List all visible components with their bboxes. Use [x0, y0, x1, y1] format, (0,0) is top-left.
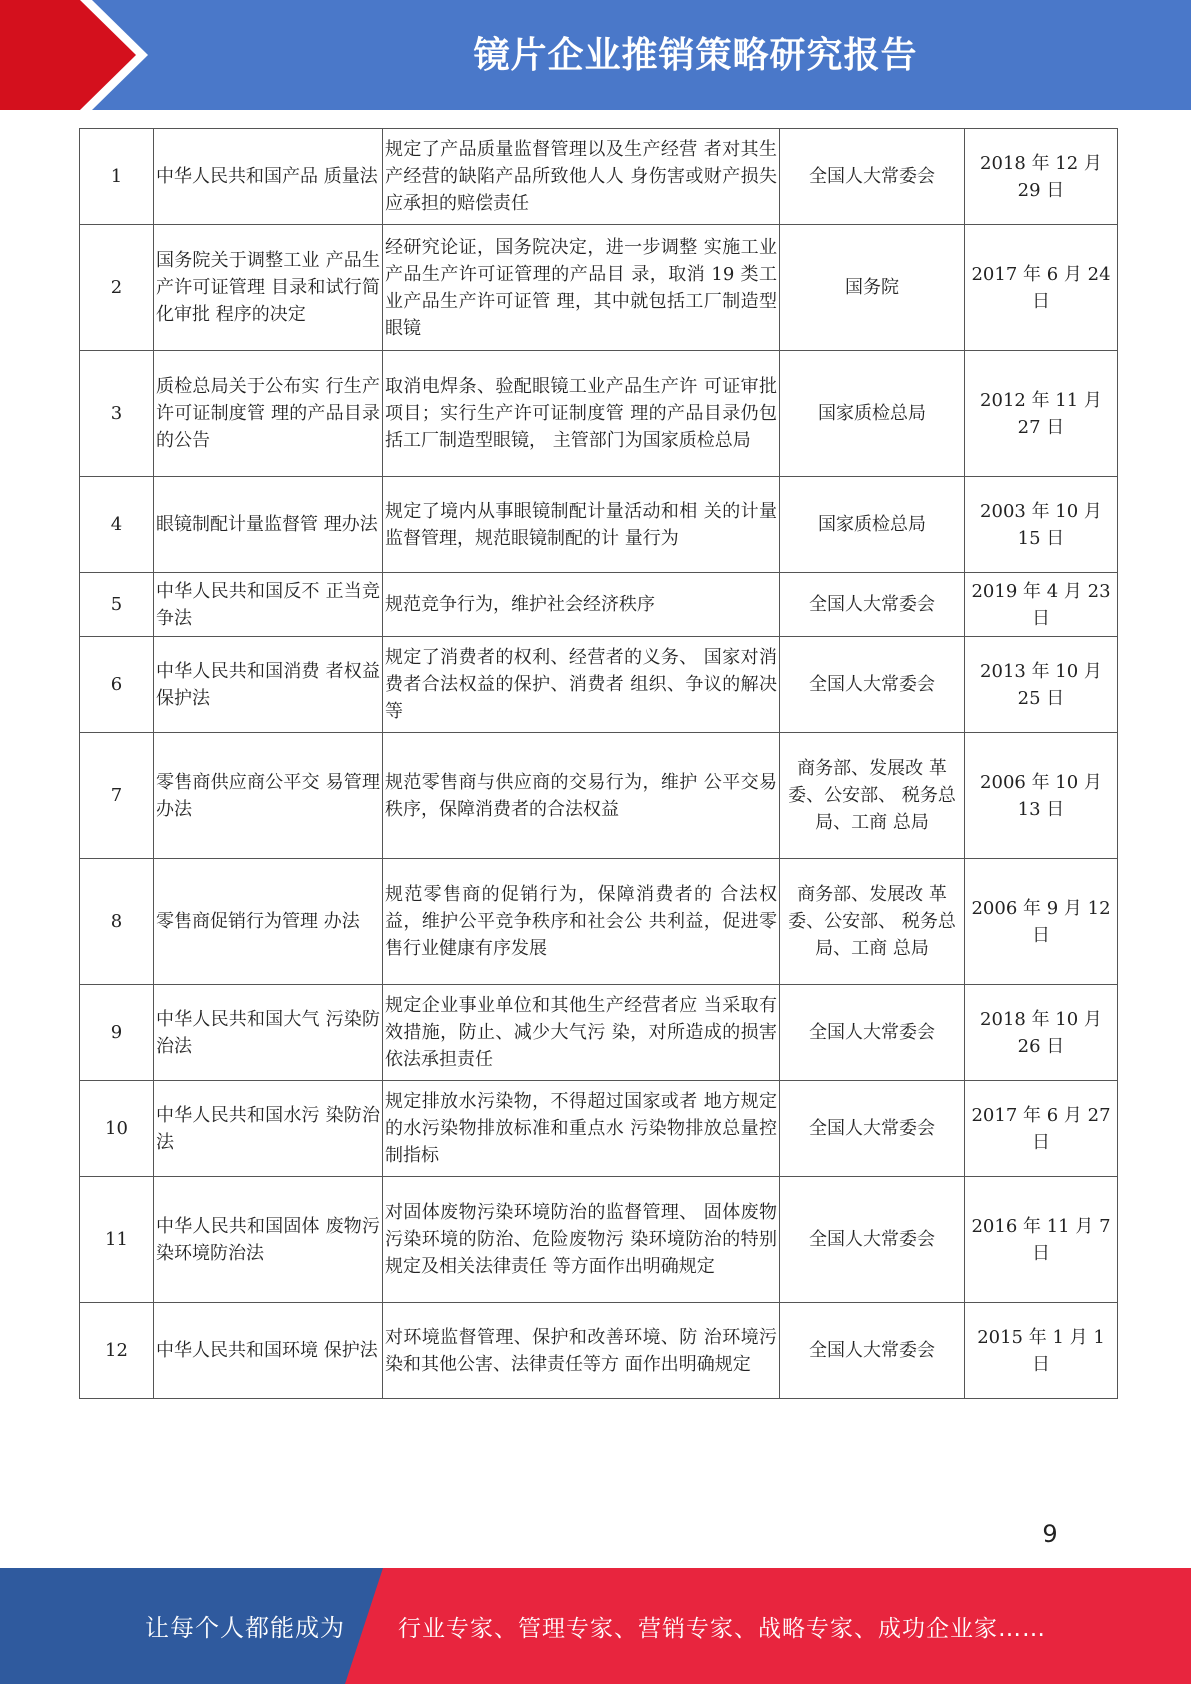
table-row	[80, 1303, 1118, 1399]
regulation-description: 规定企业事业单位和其他生产经营者应 当采取有效措施，防止、减少大气污 染，对所造成的损害依法承担责任	[383, 985, 780, 1081]
header-title: 镜片企业推销策略研究报告	[473, 35, 918, 76]
table-row	[80, 1177, 1118, 1303]
issuing-authority: 全国人大常委会	[780, 1177, 965, 1303]
row-number: 8	[80, 859, 154, 985]
header-red-chevron	[0, 0, 160, 110]
issue-date: 2012 年 11 月 27 日	[965, 351, 1118, 477]
issue-date: 2018 年 12 月 29 日	[965, 129, 1118, 225]
regulation-name: 国务院关于调整工业 产品生产许可证管理 目录和试行简化审批 程序的决定	[154, 225, 383, 351]
table-row	[80, 225, 1118, 351]
regulation-name: 中华人民共和国产品 质量法	[154, 129, 383, 225]
issuing-authority: 全国人大常委会	[780, 637, 965, 733]
regulation-name: 中华人民共和国固体 废物污染环境防治法	[154, 1177, 383, 1303]
regulation-name: 中华人民共和国消费 者权益保护法	[154, 637, 383, 733]
row-number: 3	[80, 351, 154, 477]
regulation-name: 眼镜制配计量监督管 理办法	[154, 477, 383, 573]
issuing-authority: 商务部、发展改 革委、公安部、 税务总局、工商 总局	[780, 859, 965, 985]
issuing-authority: 商务部、发展改 革委、公安部、 税务总局、工商 总局	[780, 733, 965, 859]
regulation-description: 规范竞争行为，维护社会经济秩序	[383, 573, 780, 637]
table-row	[80, 351, 1118, 477]
row-number: 11	[80, 1177, 154, 1303]
row-number: 12	[80, 1303, 154, 1399]
page-footer	[0, 1568, 1191, 1684]
issue-date: 2013 年 10 月 25 日	[965, 637, 1118, 733]
row-number: 4	[80, 477, 154, 573]
row-number: 1	[80, 129, 154, 225]
regulation-description: 规定了产品质量监督管理以及生产经营 者对其生产经营的缺陷产品所致他人人 身伤害或财产损失应承担的赔偿责任	[383, 129, 780, 225]
regulation-name: 中华人民共和国环境 保护法	[154, 1303, 383, 1399]
issuing-authority: 全国人大常委会	[780, 1303, 965, 1399]
table-row	[80, 733, 1118, 859]
regulation-name: 零售商促销行为管理 办法	[154, 859, 383, 985]
regulation-description: 规范零售商的促销行为，保障消费者的 合法权益，维护公平竞争秩序和社会公 共利益，促进零售行业健康有序发展	[383, 859, 780, 985]
regulation-name: 中华人民共和国大气 污染防治法	[154, 985, 383, 1081]
row-number: 2	[80, 225, 154, 351]
issue-date: 2017 年 6 月 24 日	[965, 225, 1118, 351]
table-row	[80, 573, 1118, 637]
table-row	[80, 477, 1118, 573]
regulation-name: 零售商供应商公平交 易管理办法	[154, 733, 383, 859]
issue-date: 2017 年 6 月 27 日	[965, 1081, 1118, 1177]
table-row	[80, 129, 1118, 225]
regulation-description: 取消电焊条、验配眼镜工业产品生产许 可证审批项目；实行生产许可证制度管 理的产品目录仍包括工厂制造型眼镜， 主管部门为国家质检总局	[383, 351, 780, 477]
regulation-description: 对环境监督管理、保护和改善环境、防 治环境污染和其他公害、法律责任等方 面作出明确规定	[383, 1303, 780, 1399]
regulation-description: 经研究论证，国务院决定，进一步调整 实施工业产品生产许可证管理的产品目 录，取消 19 类工业产品生产许可证管 理，其中就包括工厂制造型眼镜	[383, 225, 780, 351]
issue-date: 2019 年 4 月 23 日	[965, 573, 1118, 637]
regulation-description: 规定排放水污染物，不得超过国家或者 地方规定的水污染物排放标准和重点水 污染物排放总量控制指标	[383, 1081, 780, 1177]
regulation-name: 中华人民共和国水污 染防治法	[154, 1081, 383, 1177]
row-number: 7	[80, 733, 154, 859]
row-number: 10	[80, 1081, 154, 1177]
issuing-authority: 全国人大常委会	[780, 985, 965, 1081]
issuing-authority: 国务院	[780, 225, 965, 351]
issue-date: 2016 年 11 月 7 日	[965, 1177, 1118, 1303]
regulation-name: 中华人民共和国反不 正当竞争法	[154, 573, 383, 637]
issue-date: 2015 年 1 月 1 日	[965, 1303, 1118, 1399]
issuing-authority: 全国人大常委会	[780, 573, 965, 637]
issuing-authority: 全国人大常委会	[780, 1081, 965, 1177]
issue-date: 2006 年 9 月 12 日	[965, 859, 1118, 985]
issuing-authority: 国家质检总局	[780, 477, 965, 573]
regulation-description: 规定了境内从事眼镜制配计量活动和相 关的计量监督管理，规范眼镜制配的计 量行为	[383, 477, 780, 573]
issuing-authority: 国家质检总局	[780, 351, 965, 477]
page-number: 9	[1042, 1520, 1058, 1548]
regulation-name: 质检总局关于公布实 行生产许可证制度管 理的产品目录的公告	[154, 351, 383, 477]
regulations-table-body	[80, 129, 1118, 1399]
issue-date: 2006 年 10 月 13 日	[965, 733, 1118, 859]
table-row	[80, 859, 1118, 985]
issue-date: 2003 年 10 月 15 日	[965, 477, 1118, 573]
issue-date: 2018 年 10 月 26 日	[965, 985, 1118, 1081]
table-row	[80, 1081, 1118, 1177]
issuing-authority: 全国人大常委会	[780, 129, 965, 225]
regulation-description: 规定了消费者的权利、经营者的义务、 国家对消费者合法权益的保护、消费者 组织、争议的解决等	[383, 637, 780, 733]
row-number: 6	[80, 637, 154, 733]
table-row	[80, 985, 1118, 1081]
page-header	[0, 0, 1191, 110]
regulation-description: 规范零售商与供应商的交易行为，维护 公平交易秩序，保障消费者的合法权益	[383, 733, 780, 859]
regulation-description: 对固体废物污染环境防治的监督管理、 固体废物污染环境的防治、危险废物污 染环境防治的特别规定及相关法律责任 等方面作出明确规定	[383, 1177, 780, 1303]
regulations-table	[79, 128, 1118, 1399]
table-row	[80, 637, 1118, 733]
row-number: 9	[80, 985, 154, 1081]
row-number: 5	[80, 573, 154, 637]
footer-slogan-right: 行业专家、管理专家、营销专家、战略专家、成功企业家……	[398, 1616, 1046, 1642]
footer-slogan-left: 让每个人都能成为	[145, 1614, 345, 1642]
